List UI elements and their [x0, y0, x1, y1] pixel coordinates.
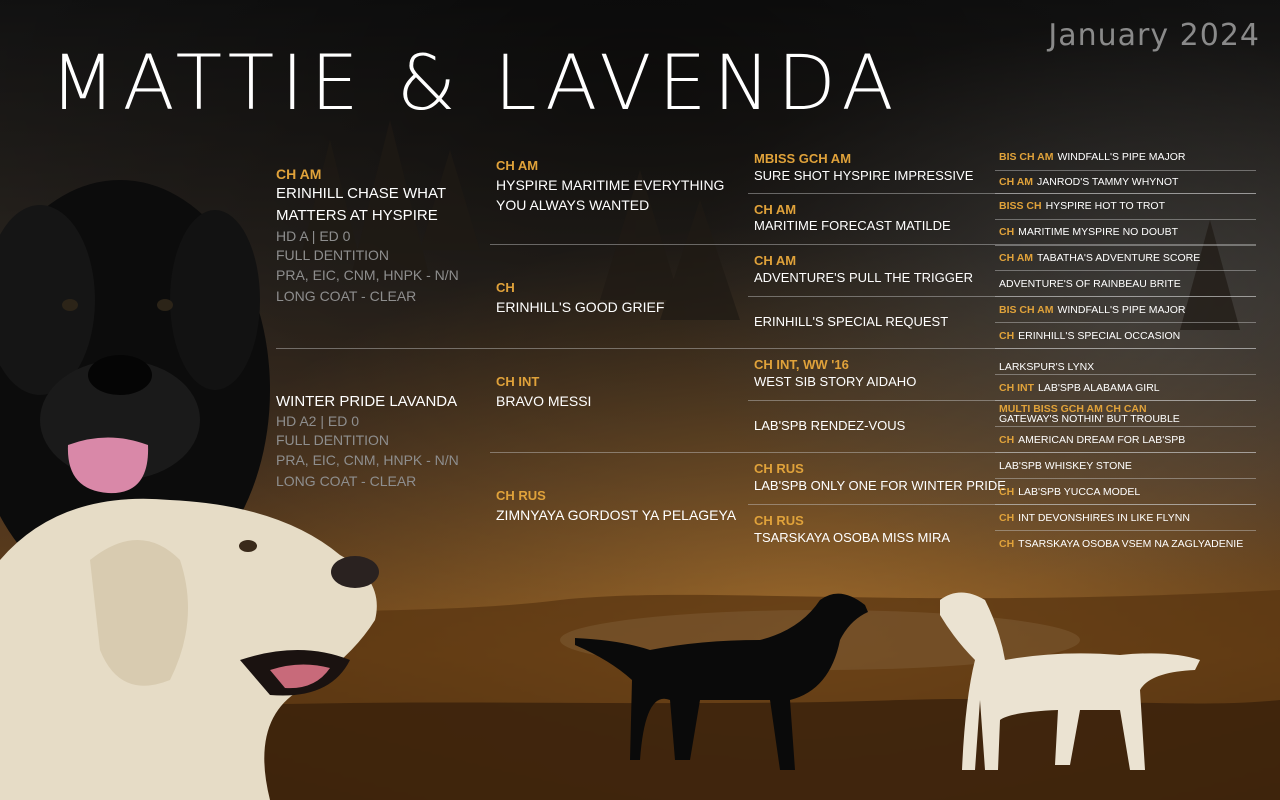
dam-info-1: HD A2 | ED 0	[276, 413, 360, 429]
col4-entry	[999, 486, 1140, 498]
col4-entry-titles: BISS CH	[999, 200, 1042, 212]
col4-divider	[995, 504, 1256, 505]
dam-name: WINTER PRIDE LAVANDA	[276, 393, 458, 410]
sire-name-line2: MATTERS AT HYSPIRE	[276, 207, 438, 224]
col3-name-7: LAB'SPB ONLY ONE FOR WINTER PRIDE	[754, 478, 1006, 493]
col3-titles-2: CH AM	[754, 202, 797, 217]
col4-divider	[995, 348, 1256, 349]
col4-entry-titles: MULTI BISS GCH AM CH CAN	[999, 403, 1147, 415]
col4-divider	[995, 322, 1256, 323]
page-title: MATTIE & LAVENDA	[50, 38, 901, 127]
col4-entry-titles: CH AM	[999, 176, 1034, 188]
col4-entry-name: LAB'SPB ALABAMA GIRL	[1038, 382, 1160, 394]
dam-info-3: PRA, EIC, CNM, HNPK - N/N	[276, 452, 459, 468]
col2-name-2: ERINHILL'S GOOD GRIEF	[496, 299, 665, 315]
col3-titles-7: CH RUS	[754, 461, 804, 476]
col4-entry-titles: CH	[999, 512, 1015, 524]
col4-entry-name: TSARSKAYA OSOBA VSEM NA ZAGLYADENIE	[1018, 538, 1244, 550]
col4-entry-name: AMERICAN DREAM FOR LAB'SPB	[1018, 434, 1186, 446]
col4-entry	[999, 226, 1178, 238]
col4-entry-titles: CH	[999, 330, 1015, 342]
col4-entry-name: MARITIME MYSPIRE NO DOUBT	[1018, 226, 1179, 238]
col4-entry-name: JANROD'S TAMMY WHYNOT	[1037, 176, 1179, 188]
col4-entry-name: ERINHILL'S SPECIAL OCCASION	[1018, 330, 1181, 342]
col4-divider	[995, 478, 1256, 479]
col4-entry	[999, 252, 1200, 264]
dam-info-2: FULL DENTITION	[276, 432, 390, 448]
col2-name-1a: HYSPIRE MARITIME EVERYTHING	[496, 177, 725, 193]
col4-entry	[999, 538, 1243, 550]
sire-info-4: LONG COAT - CLEAR	[276, 288, 417, 304]
col4-entry-name: HYSPIRE HOT TO TROT	[1045, 200, 1166, 212]
col4-entry	[999, 460, 1132, 472]
sire-info-3: PRA, EIC, CNM, HNPK - N/N	[276, 267, 459, 283]
col4-entry	[999, 176, 1178, 188]
col3-name-5: WEST SIB STORY AIDAHO	[754, 374, 917, 389]
col2-titles-3: CH INT	[496, 374, 540, 389]
col4-entry-titles: CH	[999, 226, 1015, 238]
col2-titles-2: CH	[496, 280, 515, 295]
col4-entry-name: WINDFALL'S PIPE MAJOR	[1057, 304, 1186, 316]
col4-divider	[995, 170, 1256, 171]
col4-entry	[999, 361, 1094, 373]
col4-divider	[995, 452, 1256, 453]
col2-titles-1: CH AM	[496, 158, 539, 173]
col4-entry-name: LAB'SPB YUCCA MODEL	[1018, 486, 1141, 498]
col4-entry-name: LAB'SPB WHISKEY STONE	[999, 460, 1132, 472]
col4-divider	[995, 426, 1256, 427]
col3-name-6: LAB'SPB RENDEZ-VOUS	[754, 418, 906, 433]
sire-info-1: HD A | ED 0	[276, 228, 351, 244]
col3-name-4: ERINHILL'S SPECIAL REQUEST	[754, 314, 949, 329]
col4-entry	[999, 151, 1185, 163]
col4-entry-titles: CH AM	[999, 252, 1034, 264]
col4-divider	[995, 530, 1256, 531]
col4-entry-titles: CH	[999, 486, 1015, 498]
col3-titles-8: CH RUS	[754, 513, 804, 528]
col4-divider	[995, 219, 1256, 220]
col4-entry-titles: CH	[999, 538, 1015, 550]
col4-entry-name: LARKSPUR'S LYNX	[999, 361, 1095, 373]
col3-titles-5: CH INT, WW '16	[754, 357, 849, 372]
dam-info-4: LONG COAT - CLEAR	[276, 473, 417, 489]
col4-divider	[995, 270, 1256, 271]
col4-entry	[999, 434, 1185, 446]
col4-divider	[995, 400, 1256, 401]
col3-titles-3: CH AM	[754, 253, 797, 268]
sire-info-2: FULL DENTITION	[276, 247, 390, 263]
sire-titles: CH AM	[276, 166, 322, 182]
col4-entry	[999, 403, 1180, 425]
col4-entry	[999, 278, 1181, 290]
col4-entry-titles: CH INT	[999, 382, 1034, 394]
col4-divider	[995, 296, 1256, 297]
col4-entry	[999, 200, 1165, 212]
col4-divider	[995, 245, 1256, 246]
col4-entry-name: TABATHA'S ADVENTURE SCORE	[1037, 252, 1201, 264]
col4-entry-name: INT DEVONSHIRES IN LIKE FLYNN	[1018, 512, 1190, 524]
col4-entry	[999, 330, 1180, 342]
col4-entry-name: WINDFALL'S PIPE MAJOR	[1057, 151, 1186, 163]
sire-name-line1: ERINHILL CHASE WHAT	[276, 185, 447, 202]
col3-titles-1: MBISS GCH AM	[754, 151, 852, 166]
col4-entry-name: ADVENTURE'S OF RAINBEAU BRITE	[999, 278, 1181, 290]
col4-divider	[995, 374, 1256, 375]
col3-name-2: MARITIME FORECAST MATILDE	[754, 218, 951, 233]
col3-name-3: ADVENTURE'S PULL THE TRIGGER	[754, 270, 973, 285]
col4-entry	[999, 382, 1160, 394]
col4-entry-name: GATEWAY'S NOTHIN' BUT TROUBLE	[999, 413, 1180, 425]
col4-divider	[995, 193, 1256, 194]
col4-entry-titles: CH	[999, 434, 1015, 446]
col4-entry-titles: BIS CH AM	[999, 151, 1054, 163]
col3-name-1: SURE SHOT HYSPIRE IMPRESSIVE	[754, 168, 974, 183]
date-label: January 2024	[1048, 18, 1260, 53]
col2-name-4: ZIMNYAYA GORDOST YA PELAGEYA	[496, 507, 737, 523]
col4-entry	[999, 512, 1190, 524]
col4-entry-titles: BIS CH AM	[999, 304, 1054, 316]
col2-titles-4: CH RUS	[496, 488, 546, 503]
col3-name-8: TSARSKAYA OSOBA MISS MIRA	[754, 530, 951, 545]
col2-name-3: BRAVO MESSI	[496, 393, 592, 409]
col2-name-1b: YOU ALWAYS WANTED	[496, 197, 650, 213]
col4-entry	[999, 304, 1185, 316]
